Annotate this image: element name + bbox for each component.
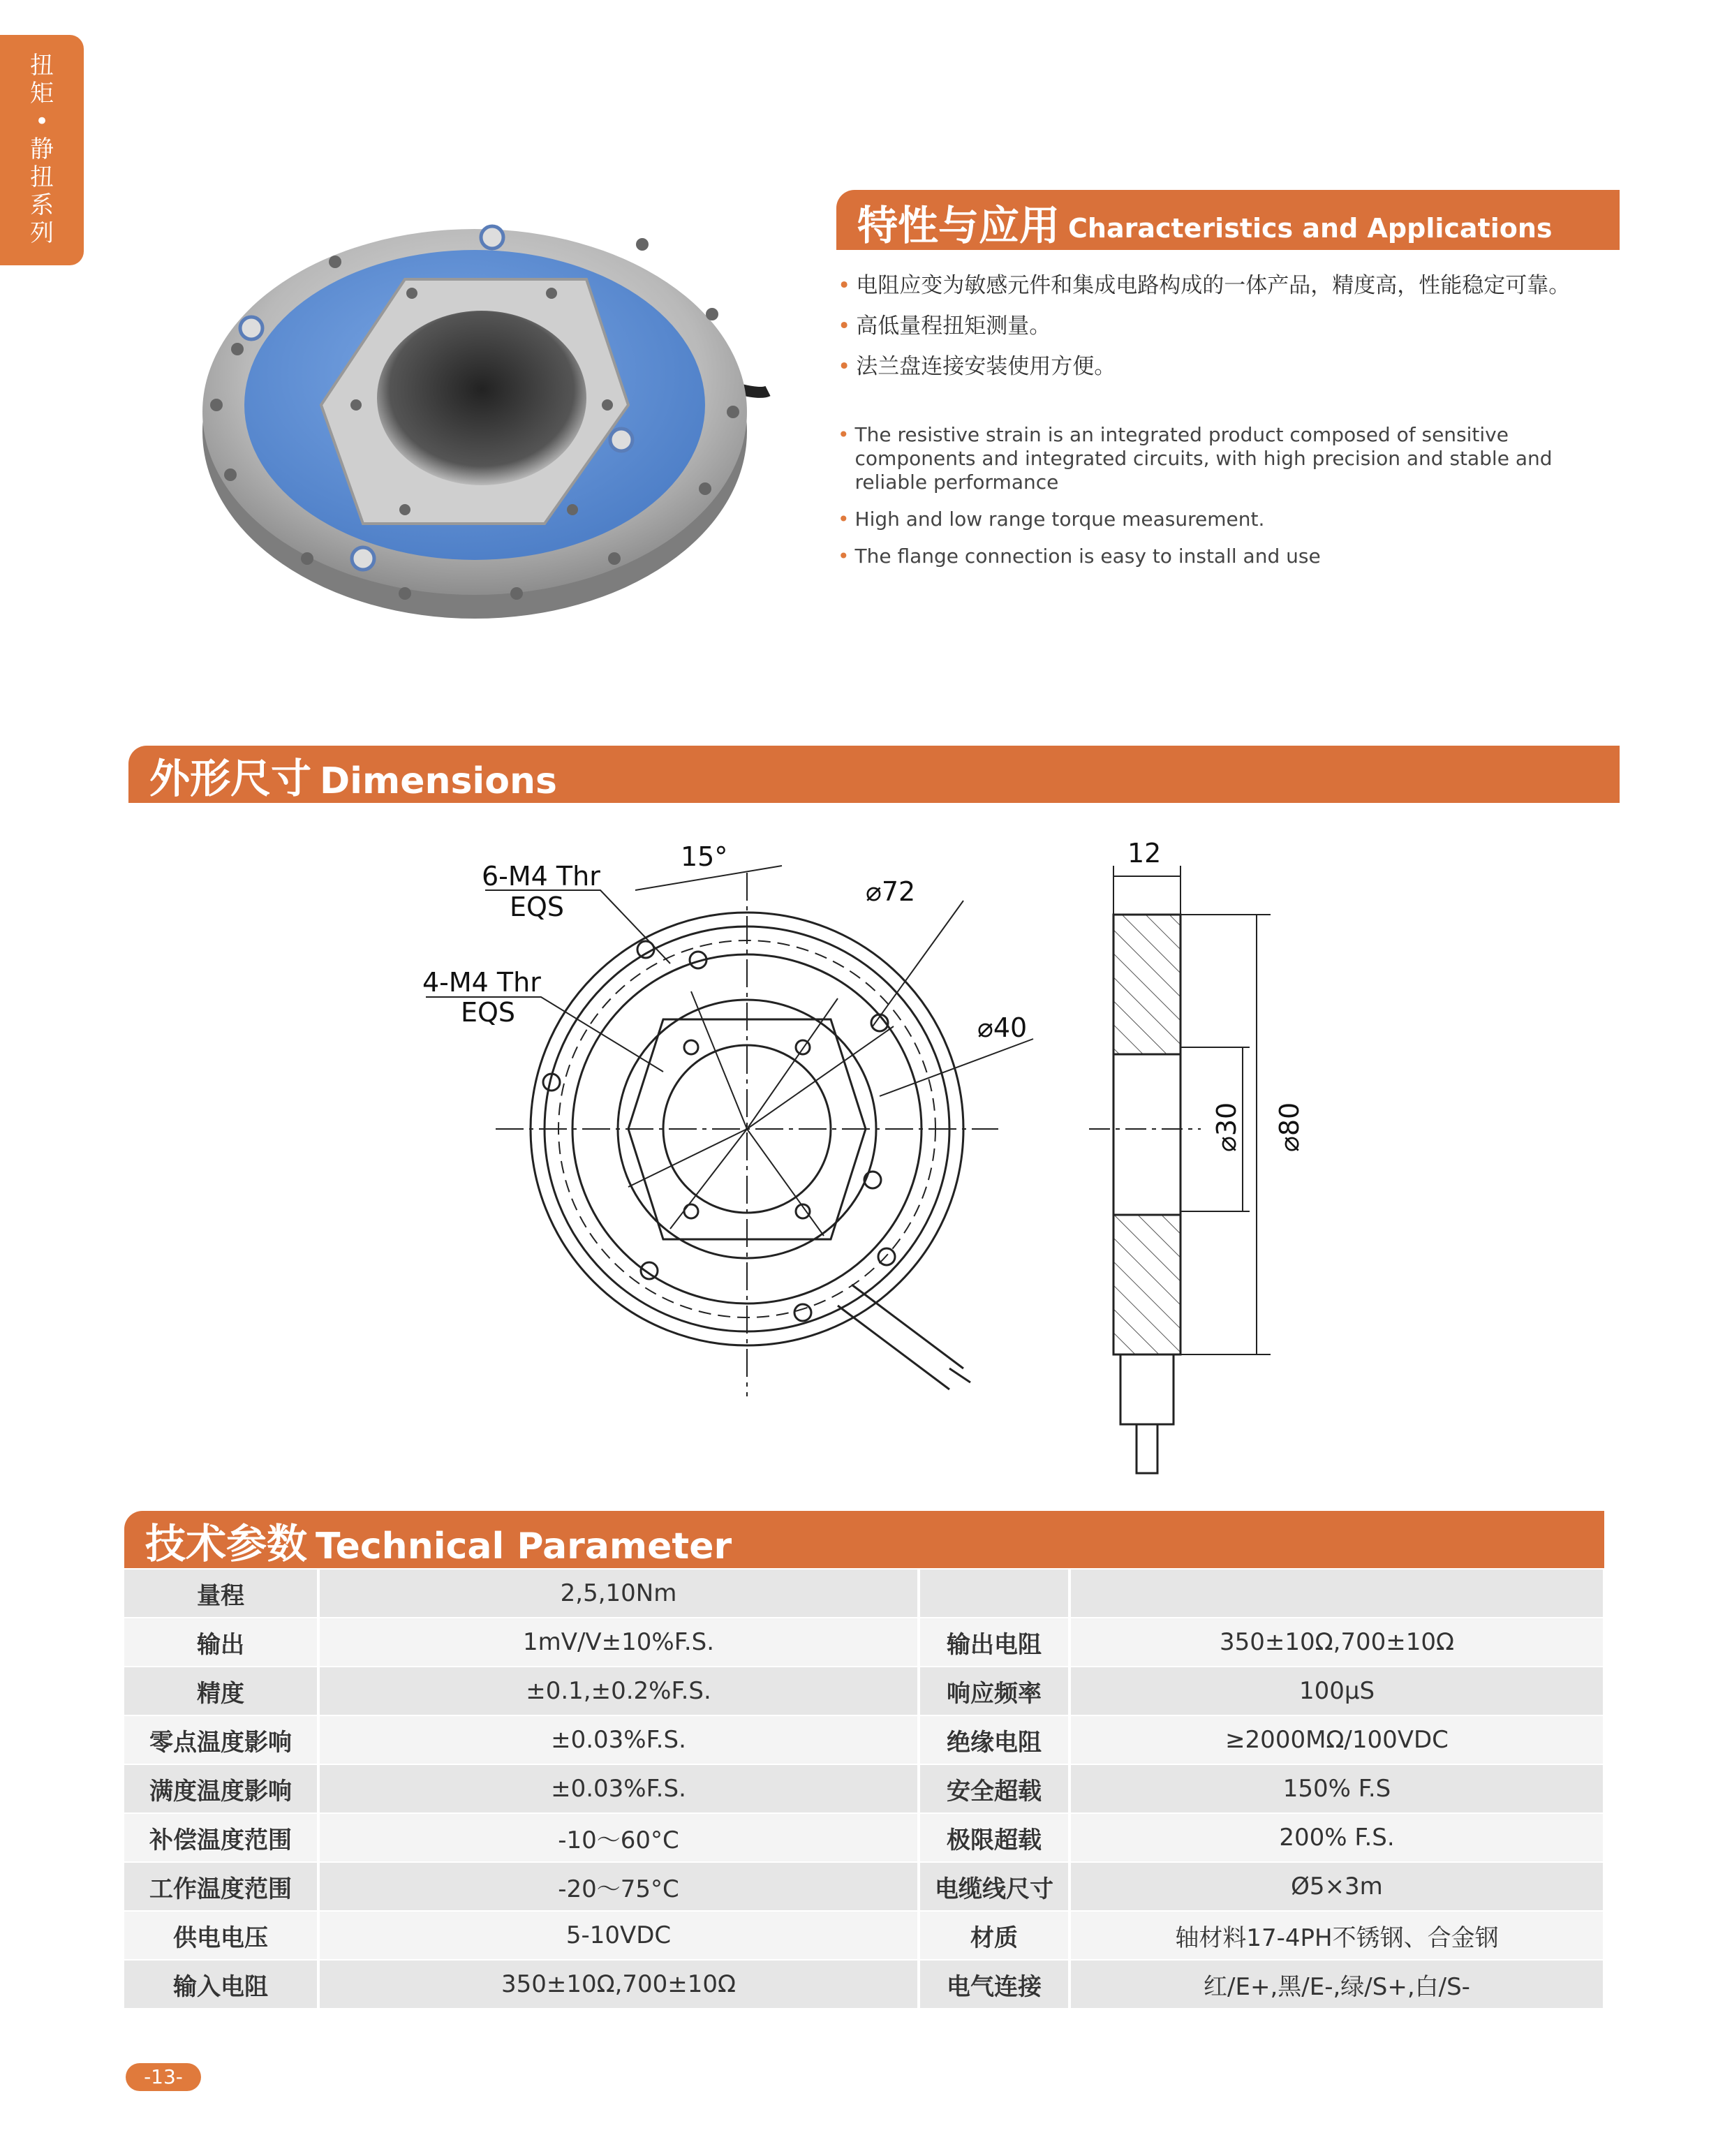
dimension-drawing	[391, 824, 1368, 1480]
feature-zh: • 高低量程扭矩测量。	[838, 313, 1051, 339]
param-value: -20～75°C	[318, 1862, 919, 1911]
feature-en: • The resistive strain is an integrated product composed of sensitive components and integrated circuits, with high precision and stable and reliable performance	[838, 423, 1553, 494]
param-label	[919, 1570, 1069, 1618]
side-tab-char: 列	[30, 219, 54, 247]
table-row	[124, 1862, 1604, 1911]
table-row	[124, 1570, 1604, 1618]
side-tab-char: 扭	[30, 52, 54, 80]
param-label: 零点温度影响	[124, 1715, 318, 1764]
feature-zh: • 法兰盘连接安装使用方便。	[838, 354, 1116, 379]
param-value: Ø5×3m	[1069, 1862, 1604, 1911]
dimensions-banner	[128, 746, 1620, 803]
side-tab-char: •	[34, 108, 50, 135]
dimensions-title-zh: 外形尺寸	[149, 755, 312, 802]
label-d80: ⌀80	[1274, 1102, 1305, 1152]
technical-title-en: Technical Parameter	[316, 1526, 732, 1567]
bullet-icon: •	[838, 354, 851, 379]
side-cable-end	[1137, 1424, 1157, 1473]
radial-lines	[628, 991, 894, 1236]
center-bore	[377, 311, 586, 485]
features-list	[838, 265, 1661, 582]
param-value: ±0.03%F.S.	[318, 1764, 919, 1813]
side-category-tab	[0, 35, 84, 265]
param-label: 输出电阻	[919, 1618, 1069, 1667]
param-value: -10～60°C	[318, 1813, 919, 1862]
param-label: 补偿温度范围	[124, 1813, 318, 1862]
product-photo	[195, 195, 796, 642]
param-label: 输出	[124, 1618, 318, 1667]
table-row	[124, 1618, 1604, 1667]
side-tab-char: 系	[30, 191, 54, 219]
param-label: 输入电阻	[124, 1960, 318, 2009]
param-value	[1069, 1570, 1604, 1618]
bullet-icon: •	[838, 313, 851, 339]
param-label: 电气连接	[919, 1960, 1069, 2009]
bullet-icon: •	[838, 273, 851, 298]
param-label: 电缆线尺寸	[919, 1862, 1069, 1911]
param-value: ≥2000MΩ/100VDC	[1069, 1715, 1604, 1764]
param-value: 350±10Ω,700±10Ω	[318, 1960, 919, 2009]
label-d30: ⌀30	[1211, 1102, 1242, 1152]
param-value: 200% F.S.	[1069, 1813, 1604, 1862]
side-hatch-top	[1113, 915, 1180, 1054]
param-value: 5-10VDC	[318, 1911, 919, 1960]
param-value: 2,5,10Nm	[318, 1570, 919, 1618]
param-label: 绝缘电阻	[919, 1715, 1069, 1764]
param-label: 极限超载	[919, 1813, 1069, 1862]
feature-zh: • 电阻应变为敏感元件和集成电路构成的一体产品，精度高，性能稳定可靠。	[838, 273, 1571, 298]
feature-en: • High and low range torque measurement.	[838, 508, 1265, 531]
side-hatch-bottom	[1113, 1215, 1180, 1354]
page-number: -13-	[126, 2063, 201, 2091]
characteristics-title-en: Characteristics and Applications	[1068, 213, 1553, 244]
param-label: 材质	[919, 1911, 1069, 1960]
label-angle: 15°	[681, 841, 728, 872]
dimensions-title-en: Dimensions	[320, 760, 557, 802]
param-value: 100μS	[1069, 1667, 1604, 1715]
side-tab-char: 矩	[30, 80, 54, 108]
label-d72: ⌀72	[866, 876, 916, 907]
side-cable	[1120, 1354, 1174, 1424]
param-value: 150% F.S	[1069, 1764, 1604, 1813]
bullet-icon: •	[838, 508, 850, 531]
characteristics-title-zh: 特性与应用	[857, 202, 1060, 249]
side-tab-char: 静	[30, 135, 54, 163]
label-6m4-eqs: EQS	[510, 892, 565, 922]
label-6m4-thr: 6-M4 Thr	[482, 861, 600, 892]
characteristics-banner	[836, 190, 1620, 250]
features-en	[838, 423, 1661, 568]
param-label: 精度	[124, 1667, 318, 1715]
table-row	[124, 1813, 1604, 1862]
label-4m4-eqs: EQS	[461, 997, 516, 1028]
param-value: ±0.03%F.S.	[318, 1715, 919, 1764]
bullet-icon: •	[838, 423, 850, 446]
param-label: 响应频率	[919, 1667, 1069, 1715]
param-value: ±0.1,±0.2%F.S.	[318, 1667, 919, 1715]
technical-banner	[124, 1511, 1604, 1568]
param-value: 轴材料17-4PH不锈钢、合金钢	[1069, 1911, 1604, 1960]
label-width-12: 12	[1127, 838, 1162, 869]
table-row	[124, 1715, 1604, 1764]
table-row	[124, 1764, 1604, 1813]
param-label: 供电电压	[124, 1911, 318, 1960]
param-label: 量程	[124, 1570, 318, 1618]
label-4m4-thr: 4-M4 Thr	[422, 967, 541, 998]
param-label: 满度温度影响	[124, 1764, 318, 1813]
side-tab-char: 扭	[30, 163, 54, 191]
param-label: 安全超载	[919, 1764, 1069, 1813]
table-row	[124, 1667, 1604, 1715]
table-row	[124, 1911, 1604, 1960]
param-label: 工作温度范围	[124, 1862, 318, 1911]
bullet-icon: •	[838, 545, 850, 568]
param-value: 1mV/V±10%F.S.	[318, 1618, 919, 1667]
param-value: 红/E+,黑/E-,绿/S+,白/S-	[1069, 1960, 1604, 2009]
d40-leader	[880, 1039, 1033, 1096]
parameter-table	[124, 1570, 1606, 2009]
feature-en: • The flange connection is easy to install and use	[838, 545, 1321, 568]
param-value: 350±10Ω,700±10Ω	[1069, 1618, 1604, 1667]
cable-outline	[838, 1285, 970, 1389]
label-d40: ⌀40	[977, 1012, 1028, 1043]
technical-title-zh: 技术参数	[145, 1520, 308, 1567]
table-row	[124, 1960, 1604, 2009]
